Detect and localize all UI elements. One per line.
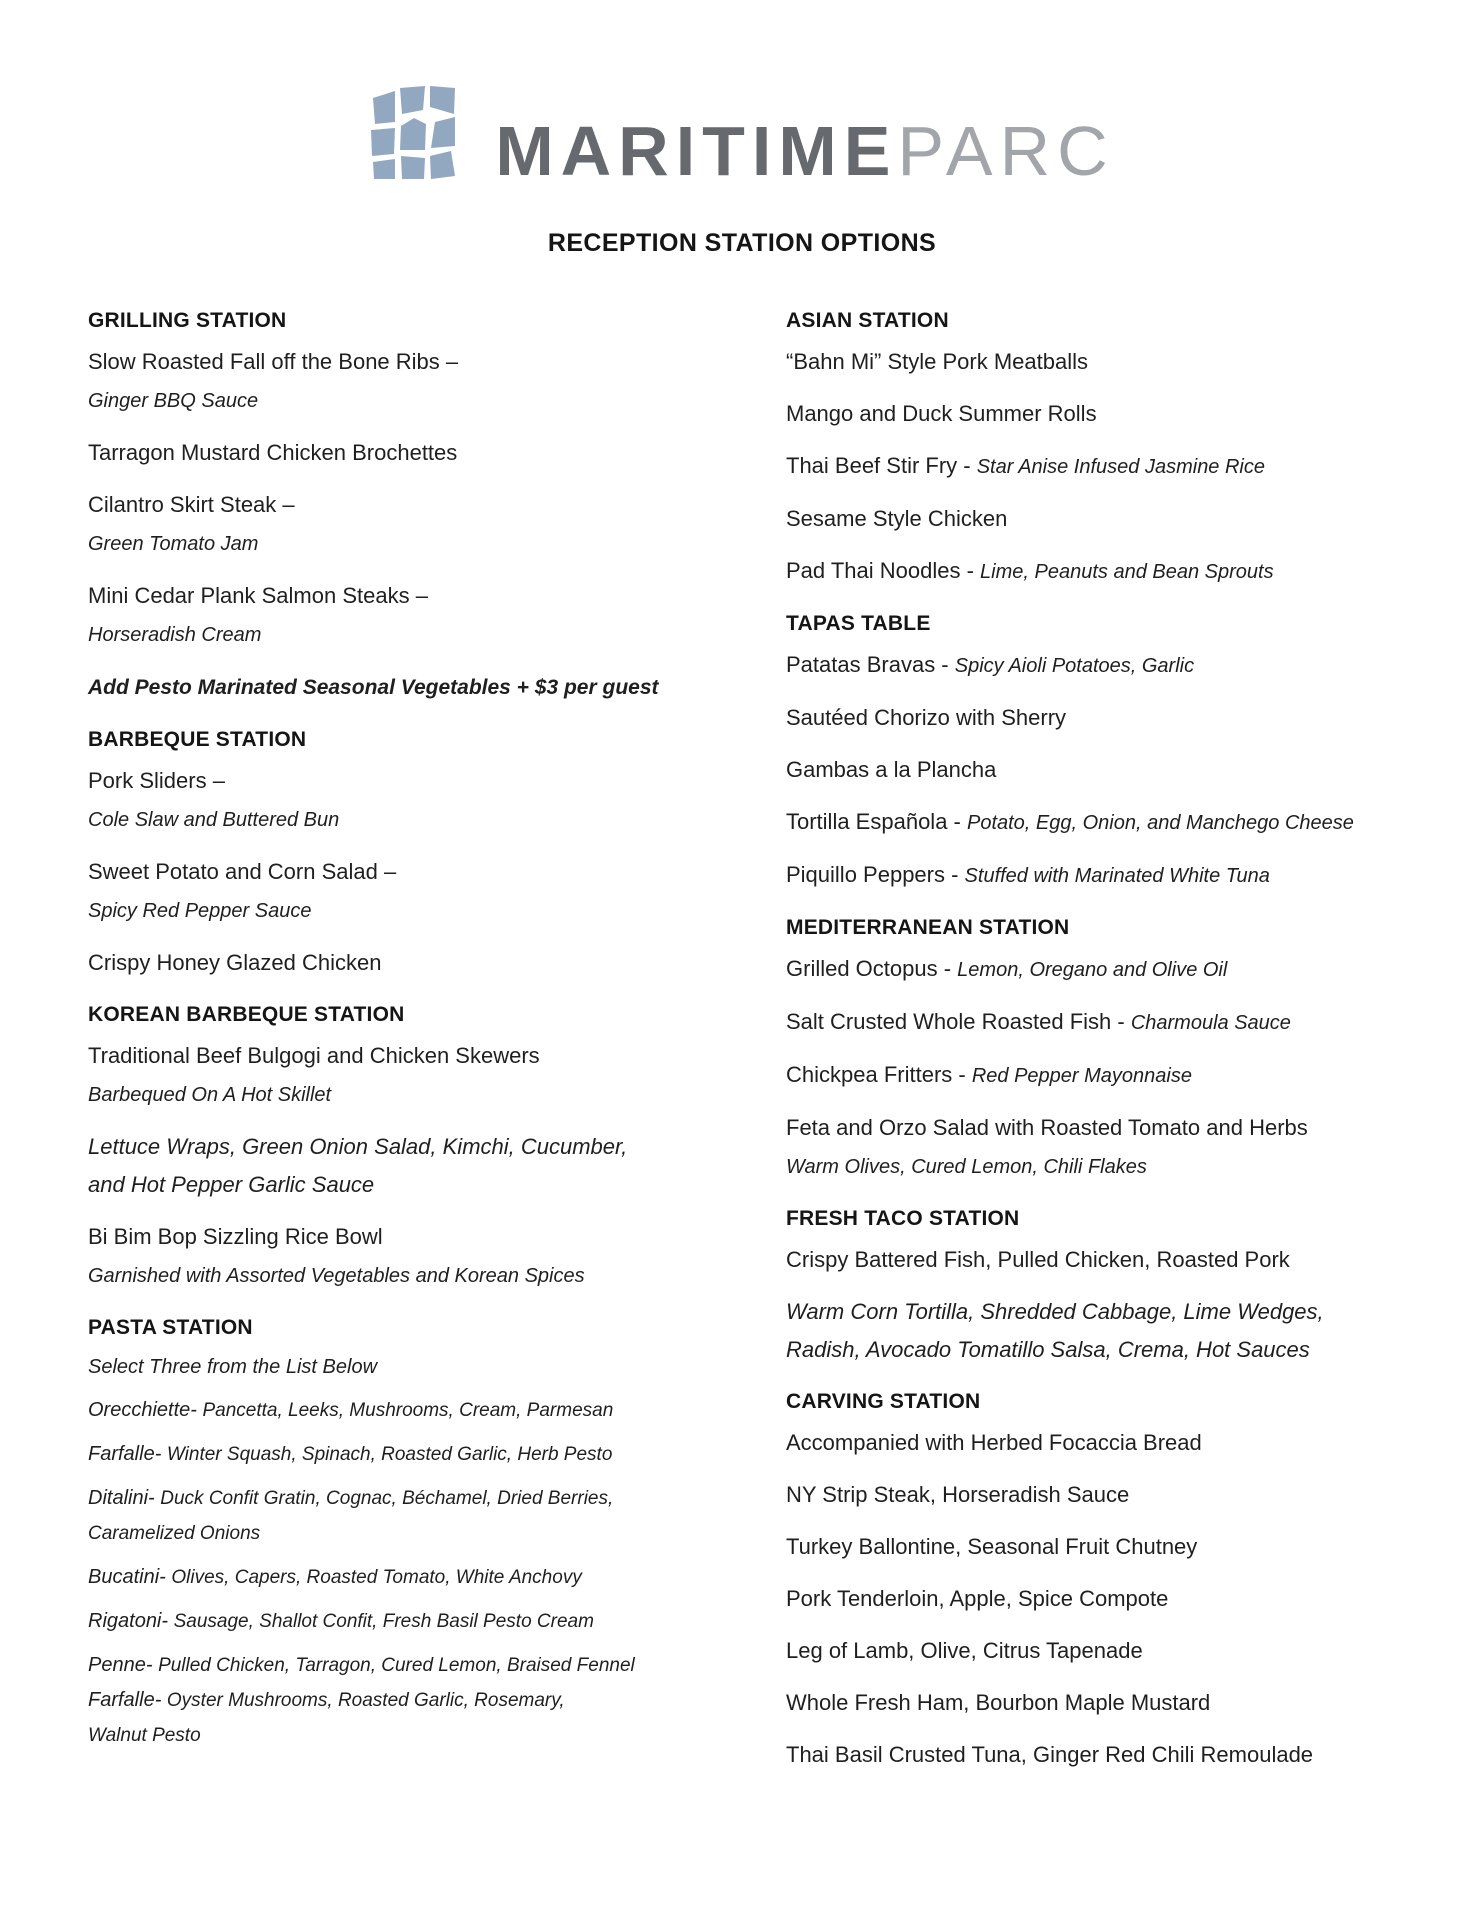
- menu-item: [88, 1481, 748, 1551]
- menu-item-line: [88, 944, 748, 982]
- text-segment: Chickpea Fritters -: [786, 1062, 972, 1087]
- menu-item-line: [786, 1056, 1436, 1095]
- brand-wordmark: [495, 112, 1115, 191]
- menu-item: [88, 486, 748, 563]
- menu-item-line: [786, 646, 1436, 685]
- text-segment: “Bahn Mi” Style Pork Meatballs: [786, 349, 1088, 374]
- brand-name-maritime: MARITIME: [495, 112, 898, 191]
- text-segment: Barbequed On A Hot Skillet: [88, 1084, 332, 1106]
- text-segment: Charmoula Sauce: [1130, 1012, 1291, 1034]
- menu-item-line: [786, 1003, 1436, 1042]
- text-segment: Cilantro Skirt Steak –: [88, 492, 295, 517]
- text-segment: Ginger BBQ Sauce: [88, 390, 259, 412]
- menu-item: [88, 762, 748, 839]
- menu-item: [786, 1003, 1436, 1042]
- menu-item-line: [88, 1718, 748, 1753]
- text-segment: Salt Crusted Whole Roasted Fish -: [786, 1009, 1131, 1034]
- menu-item: [88, 1350, 748, 1384]
- logo-mosaic-icon: [369, 84, 457, 179]
- menu-item-line: [786, 1293, 1436, 1331]
- menu-item-line: [88, 381, 748, 420]
- menu-station: [786, 909, 1436, 1186]
- text-segment: Whole Fresh Ham, Bourbon Maple Mustard: [786, 1690, 1211, 1715]
- text-segment: Crispy Battered Fish, Pulled Chicken, Roasted Pork: [786, 1247, 1290, 1272]
- text-segment: Potato, Egg, Onion, and Manchego Cheese: [966, 812, 1354, 834]
- text-segment: Duck Confit Gratin, Cognac, Béchamel, Dried Berries,: [160, 1488, 614, 1509]
- menu-item-line: [786, 343, 1436, 381]
- station-heading: CARVING STATION: [786, 1390, 981, 1413]
- text-segment: Stuffed with Marinated White Tuna: [964, 865, 1270, 887]
- text-segment: Radish, Avocado Tomatillo Salsa, Crema, Hot Sauces: [786, 1337, 1310, 1362]
- menu-item: [786, 856, 1436, 895]
- station-heading: FRESH TACO STATION: [786, 1207, 1020, 1230]
- menu-item: [786, 1684, 1436, 1722]
- text-segment: Star Anise Infused Jasmine Rice: [976, 456, 1265, 478]
- menu-item-line: [786, 751, 1436, 789]
- text-segment: Horseradish Cream: [88, 624, 262, 646]
- menu-item-line: [88, 1683, 748, 1718]
- text-segment: Thai Basil Crusted Tuna, Ginger Red Chili Remoulade: [786, 1742, 1314, 1767]
- menu-item-line: [786, 1736, 1436, 1774]
- menu-item: [88, 1437, 748, 1472]
- menu-station: [88, 721, 748, 982]
- text-segment: Red Pepper Mayonnaise: [971, 1065, 1192, 1087]
- menu-item: [786, 1056, 1436, 1095]
- text-segment: Pancetta, Leeks, Mushrooms, Cream, Parmesan: [202, 1400, 614, 1421]
- menu-column-right: [786, 302, 1436, 1788]
- menu-item: [786, 1424, 1436, 1462]
- text-segment: Sautéed Chorizo with Sherry: [786, 705, 1067, 730]
- menu-item: [88, 1648, 748, 1753]
- menu-item: [786, 699, 1436, 737]
- text-segment: Pad Thai Noodles -: [786, 558, 981, 583]
- station-heading: ASIAN STATION: [786, 309, 949, 332]
- text-segment: Warm Corn Tortilla, Shredded Cabbage, Lime Wedges,: [786, 1299, 1324, 1324]
- text-segment: Warm Olives, Cured Lemon, Chili Flakes: [786, 1156, 1147, 1178]
- menu-columns: [0, 302, 1484, 1788]
- menu-item-line: [88, 762, 748, 800]
- text-segment: Cole Slaw and Buttered Bun: [88, 809, 340, 831]
- menu-item-line: [786, 1528, 1436, 1566]
- menu-item-line: [88, 486, 748, 524]
- menu-item: [786, 803, 1436, 842]
- text-segment: Add Pesto Marinated Seasonal Vegetables + $3 per guest: [88, 676, 659, 699]
- station-heading: GRILLING STATION: [88, 309, 287, 332]
- menu-item-line: [786, 500, 1436, 538]
- menu-item: [786, 1241, 1436, 1279]
- menu-item: [786, 447, 1436, 486]
- menu-item: [786, 646, 1436, 685]
- menu-column-left: [88, 302, 748, 1788]
- menu-item-line: [88, 615, 748, 654]
- text-segment: and Hot Pepper Garlic Sauce: [88, 1172, 375, 1197]
- menu-item-line: [786, 1241, 1436, 1279]
- text-segment: Spicy Aioli Potatoes, Garlic: [954, 655, 1195, 677]
- menu-item-line: [786, 1424, 1436, 1462]
- menu-item-line: [88, 1516, 748, 1551]
- text-segment: Bucatini-: [88, 1566, 172, 1588]
- menu-station: [786, 605, 1436, 895]
- menu-item-line: [88, 1166, 748, 1204]
- text-segment: Sausage, Shallot Confit, Fresh Basil Pesto Cream: [173, 1611, 594, 1632]
- text-segment: Green Tomato Jam: [88, 533, 259, 555]
- menu-item-line: [786, 447, 1436, 486]
- menu-item: [88, 434, 748, 472]
- text-segment: Piquillo Peppers -: [786, 862, 965, 887]
- menu-item-line: [786, 1476, 1436, 1514]
- menu-item-line: [88, 1560, 748, 1595]
- text-segment: Slow Roasted Fall off the Bone Ribs –: [88, 349, 459, 374]
- menu-item-line: [786, 803, 1436, 842]
- page-title: RECEPTION STATION OPTIONS: [547, 229, 937, 257]
- text-segment: Garnished with Assorted Vegetables and Korean Spices: [88, 1265, 585, 1287]
- text-segment: Walnut Pesto: [88, 1725, 201, 1746]
- text-segment: Spicy Red Pepper Sauce: [88, 900, 312, 922]
- menu-item-line: [786, 1147, 1436, 1186]
- text-segment: Orecchiette-: [88, 1399, 203, 1421]
- menu-item-line: [88, 1128, 748, 1166]
- menu-item: [786, 751, 1436, 789]
- text-segment: Patatas Bravas -: [786, 652, 955, 677]
- menu-item: [88, 1393, 748, 1428]
- text-segment: Rigatoni-: [88, 1610, 174, 1632]
- menu-item: [786, 395, 1436, 433]
- text-segment: Grilled Octopus -: [786, 956, 958, 981]
- menu-item: [786, 1528, 1436, 1566]
- menu-item: [88, 944, 748, 982]
- text-segment: Gambas a la Plancha: [786, 757, 997, 782]
- text-segment: Sesame Style Chicken: [786, 506, 1008, 531]
- text-segment: Caramelized Onions: [88, 1523, 261, 1544]
- menu-item-line: [88, 668, 748, 707]
- station-heading: MEDITERRANEAN STATION: [786, 916, 1070, 939]
- menu-item-line: [88, 1037, 748, 1075]
- menu-item-line: [786, 1684, 1436, 1722]
- text-segment: Traditional Beef Bulgogi and Chicken Skewers: [88, 1043, 540, 1068]
- text-segment: Pork Tenderloin, Apple, Spice Compote: [786, 1586, 1169, 1611]
- menu-item-line: [786, 856, 1436, 895]
- text-segment: Lemon, Oregano and Olive Oil: [957, 959, 1228, 981]
- text-segment: Tortilla Española -: [786, 809, 967, 834]
- text-segment: Select Three from the List Below: [88, 1356, 378, 1378]
- brand-logo: [0, 0, 1484, 191]
- text-segment: Tarragon Mustard Chicken Brochettes: [88, 440, 458, 465]
- menu-item: [88, 853, 748, 930]
- menu-item-line: [786, 699, 1436, 737]
- text-segment: Pork Sliders –: [88, 768, 225, 793]
- text-segment: Crispy Honey Glazed Chicken: [88, 950, 382, 975]
- menu-item: [786, 950, 1436, 989]
- menu-item-line: [88, 434, 748, 472]
- text-segment: Pulled Chicken, Tarragon, Cured Lemon, Braised Fennel: [158, 1655, 635, 1676]
- text-segment: Accompanied with Herbed Focaccia Bread: [786, 1430, 1202, 1455]
- menu-item-line: [786, 1580, 1436, 1618]
- menu-station: [88, 1309, 748, 1753]
- menu-item-line: [88, 1350, 748, 1384]
- menu-item-line: [88, 1218, 748, 1256]
- menu-item: [786, 1736, 1436, 1774]
- station-heading: KOREAN BARBEQUE STATION: [88, 1003, 405, 1026]
- menu-item: [786, 1293, 1436, 1369]
- menu-item: [786, 552, 1436, 591]
- station-heading: PASTA STATION: [88, 1316, 253, 1339]
- menu-item: [88, 1218, 748, 1295]
- menu-item-line: [88, 1075, 748, 1114]
- menu-item-line: [88, 524, 748, 563]
- menu-item: [786, 1476, 1436, 1514]
- text-segment: Sweet Potato and Corn Salad –: [88, 859, 397, 884]
- menu-item-line: [786, 1331, 1436, 1369]
- text-segment: Leg of Lamb, Olive, Citrus Tapenade: [786, 1638, 1143, 1663]
- menu-item: [786, 343, 1436, 381]
- menu-item: [786, 500, 1436, 538]
- menu-item-line: [88, 1481, 748, 1516]
- menu-item: [88, 1560, 748, 1595]
- text-segment: Winter Squash, Spinach, Roasted Garlic, Herb Pesto: [166, 1444, 613, 1465]
- menu-item: [786, 1109, 1436, 1186]
- menu-item-line: [88, 800, 748, 839]
- menu-item-line: [88, 853, 748, 891]
- menu-item-line: [88, 891, 748, 930]
- text-segment: Turkey Ballontine, Seasonal Fruit Chutney: [786, 1534, 1198, 1559]
- menu-station: [786, 1383, 1436, 1774]
- menu-station: [786, 1200, 1436, 1369]
- menu-item: [786, 1580, 1436, 1618]
- text-segment: Lime, Peanuts and Bean Sprouts: [980, 561, 1274, 583]
- menu-item-line: [786, 395, 1436, 433]
- text-segment: Oyster Mushrooms, Roasted Garlic, Rosemary,: [166, 1690, 565, 1711]
- menu-item-line: [88, 1437, 748, 1472]
- menu-station: [786, 302, 1436, 591]
- text-segment: Bi Bim Bop Sizzling Rice Bowl: [88, 1224, 383, 1249]
- text-segment: Mini Cedar Plank Salmon Steaks –: [88, 583, 428, 608]
- menu-item: [88, 1604, 748, 1639]
- menu-item: [786, 1632, 1436, 1670]
- menu-item-line: [88, 1256, 748, 1295]
- menu-station: [88, 996, 748, 1295]
- menu-item-line: [88, 1393, 748, 1428]
- text-segment: Lettuce Wraps, Green Onion Salad, Kimchi, Cucumber,: [88, 1134, 628, 1159]
- menu-item-line: [786, 950, 1436, 989]
- menu-station: [88, 302, 748, 707]
- menu-item-line: [88, 1648, 748, 1683]
- menu-item: [88, 668, 748, 707]
- menu-item: [88, 577, 748, 654]
- menu-item-line: [88, 1604, 748, 1639]
- menu-item-line: [88, 343, 748, 381]
- text-segment: Penne-: [88, 1654, 159, 1676]
- text-segment: Ditalini-: [88, 1487, 161, 1509]
- text-segment: Farfalle-: [88, 1689, 167, 1711]
- text-segment: Olives, Capers, Roasted Tomato, White Anchovy: [171, 1567, 582, 1588]
- station-heading: BARBEQUE STATION: [88, 728, 307, 751]
- station-heading: TAPAS TABLE: [786, 612, 931, 635]
- menu-item-line: [786, 1109, 1436, 1147]
- text-segment: Thai Beef Stir Fry -: [786, 453, 977, 478]
- menu-item-line: [88, 577, 748, 615]
- menu-item: [88, 1128, 748, 1204]
- text-segment: Farfalle-: [88, 1443, 167, 1465]
- menu-item-line: [786, 1632, 1436, 1670]
- brand-name-parc: PARC: [897, 112, 1115, 191]
- menu-item: [88, 1037, 748, 1114]
- menu-item: [88, 343, 748, 420]
- menu-item-line: [786, 552, 1436, 591]
- text-segment: Feta and Orzo Salad with Roasted Tomato and Herbs: [786, 1115, 1308, 1140]
- text-segment: NY Strip Steak, Horseradish Sauce: [786, 1482, 1130, 1507]
- text-segment: Mango and Duck Summer Rolls: [786, 401, 1097, 426]
